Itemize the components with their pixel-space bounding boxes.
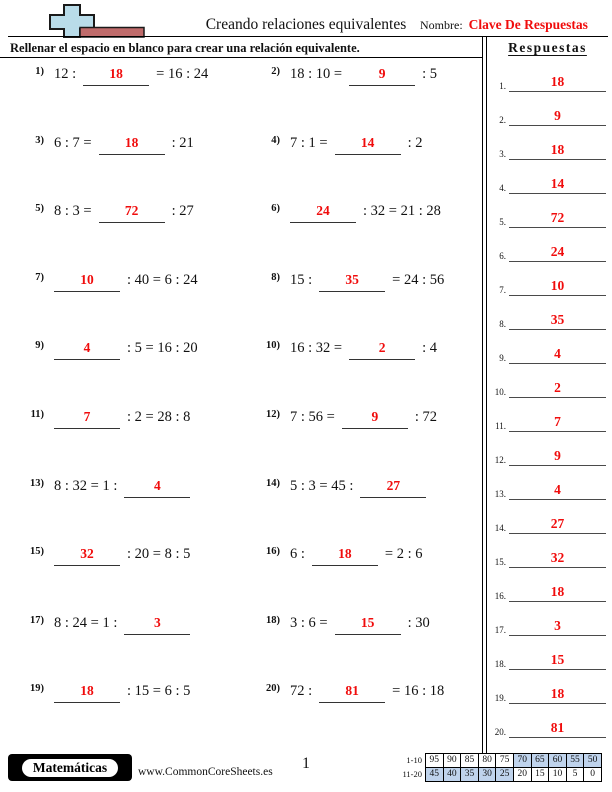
score-cell: 85	[460, 753, 479, 768]
answer-value: 4	[554, 346, 561, 361]
answer-row	[489, 670, 606, 704]
answer-row	[489, 296, 606, 330]
score-row-2	[392, 767, 602, 782]
answer-number: 11.	[495, 421, 506, 431]
problem-text	[290, 615, 430, 635]
matematicas-badge-label: Matemáticas	[22, 759, 118, 777]
answer-row	[489, 500, 606, 534]
blank-answer-value: 18	[338, 546, 352, 562]
answers-list	[489, 58, 606, 738]
score-cell: 80	[478, 753, 497, 768]
score-row-1-label: 1-10	[406, 755, 422, 765]
problem-text	[290, 203, 441, 223]
answer-row	[489, 126, 606, 160]
problem-text	[290, 546, 423, 566]
blank-answer-value: 9	[378, 66, 386, 81]
problem-row	[24, 403, 260, 472]
answer-row	[489, 568, 606, 602]
website-text: www.CommonCoreSheets.es	[138, 766, 273, 778]
answer-blank	[319, 683, 385, 703]
problem-number: 1)	[35, 66, 44, 77]
answer-number: 17.	[494, 625, 506, 635]
problem-text	[54, 478, 190, 498]
score-cell: 10	[548, 767, 567, 782]
problem-text	[54, 272, 198, 292]
score-cell: 35	[460, 767, 479, 782]
problem-number: 11)	[30, 408, 44, 420]
problem-number: 17)	[30, 614, 44, 626]
answer-line	[509, 482, 606, 500]
answer-blank	[54, 340, 120, 360]
problem-text	[290, 409, 437, 429]
answer-value: 10	[550, 278, 565, 293]
answer-value: 72	[550, 210, 565, 225]
problem-number: 4)	[271, 134, 280, 146]
problem-pre-text: 72 :	[290, 683, 313, 700]
problem-row	[260, 677, 486, 746]
blank-answer-value: 35	[345, 271, 359, 287]
problem-pre-text: 16 : 32 =	[290, 340, 343, 357]
answer-value: 35	[550, 312, 565, 327]
score-cell: 60	[548, 753, 567, 768]
answer-number: 15.	[494, 557, 506, 567]
problem-pre-text: 8 : 24 = 1 :	[54, 614, 118, 631]
problem-post-text: = 24 : 56	[392, 271, 445, 288]
answer-blank	[335, 615, 401, 635]
problem-text	[290, 66, 437, 86]
problem-pre-text: 8 : 32 = 1 :	[54, 477, 118, 494]
problem-text	[54, 135, 194, 155]
answer-line	[509, 584, 606, 602]
answer-row	[489, 534, 606, 568]
name-block	[420, 17, 588, 33]
answer-value: 7	[554, 414, 561, 429]
answer-row	[489, 466, 606, 500]
answer-value: 24	[550, 244, 565, 259]
blank-answer-value: 15	[360, 614, 375, 630]
answer-blank	[335, 135, 401, 155]
blank-answer-value: 9	[371, 408, 379, 424]
problem-number: 2)	[271, 66, 280, 77]
problem-text	[54, 546, 190, 566]
problem-number: 10)	[266, 340, 280, 352]
score-cell: 0	[583, 767, 602, 782]
problem-pre-text: 18 : 10 =	[290, 66, 343, 82]
answer-value: 2	[554, 380, 561, 395]
problem-text	[290, 272, 444, 292]
score-cell: 95	[425, 753, 444, 768]
answer-row	[489, 262, 606, 296]
answer-line	[509, 176, 606, 194]
score-cell: 5	[566, 767, 585, 782]
problem-number: 7)	[35, 271, 44, 283]
problem-text	[54, 683, 190, 703]
answer-value: 18	[550, 584, 565, 599]
problem-row	[260, 60, 486, 129]
answer-blank	[349, 340, 415, 360]
answer-value: 9	[554, 448, 561, 463]
blank-answer-value: 18	[80, 683, 94, 699]
blank-answer-value: 81	[345, 683, 359, 699]
blank-answer-value: 18	[109, 66, 123, 81]
score-cell: 65	[531, 753, 550, 768]
problem-text	[54, 203, 194, 223]
answer-number: 6.	[499, 251, 506, 261]
answer-number: 16.	[494, 591, 506, 601]
answer-line	[509, 686, 606, 704]
problem-pre-text: 7 : 56 =	[290, 408, 335, 425]
problem-row	[24, 609, 260, 678]
problem-text	[54, 66, 208, 86]
answer-blank	[290, 203, 356, 223]
problem-text	[290, 478, 426, 498]
problem-number: 13)	[30, 477, 44, 489]
blank-answer-value: 14	[360, 134, 375, 150]
score-cell: 75	[495, 753, 514, 768]
problem-row	[24, 677, 260, 746]
answer-row	[489, 398, 606, 432]
answer-number: 10.	[494, 387, 506, 397]
instruction-rule	[0, 57, 483, 58]
answer-value: 32	[550, 550, 565, 565]
problem-row	[260, 609, 486, 678]
answer-row	[489, 228, 606, 262]
problem-row	[24, 197, 260, 266]
answer-row	[489, 364, 606, 398]
answers-panel	[489, 40, 606, 738]
answer-row	[489, 330, 606, 364]
problem-post-text: : 21	[171, 134, 194, 151]
answer-number: 5.	[499, 217, 506, 227]
problem-text	[54, 615, 190, 635]
score-cell: 90	[443, 753, 462, 768]
problem-number: 6)	[271, 203, 280, 215]
problem-number: 18)	[266, 614, 280, 626]
answer-blank	[54, 546, 120, 566]
answers-panel-divider	[482, 37, 487, 753]
problem-row	[24, 472, 260, 541]
problem-post-text: : 20 = 8 : 5	[127, 546, 191, 563]
blank-answer-value: 18	[124, 134, 139, 150]
problem-number: 9)	[35, 340, 44, 352]
problem-post-text: : 30	[407, 614, 430, 631]
score-row-2-cells	[425, 767, 602, 782]
answer-number: 14.	[494, 523, 506, 533]
answer-line	[509, 618, 606, 636]
answer-blank	[83, 66, 149, 86]
problem-post-text: = 16 : 24	[156, 66, 209, 82]
answer-value: 14	[550, 176, 565, 191]
problem-text	[290, 135, 423, 155]
answer-line	[509, 720, 606, 738]
problem-number: 3)	[35, 134, 44, 146]
score-cell: 40	[443, 767, 462, 782]
answer-blank	[349, 66, 415, 86]
score-cell: 50	[583, 753, 602, 768]
answer-row	[489, 432, 606, 466]
problem-post-text: : 32 = 21 : 28	[363, 203, 441, 220]
answer-value: 4	[554, 482, 561, 497]
problem-post-text: : 4	[422, 340, 437, 357]
answer-blank	[312, 546, 378, 566]
problem-number: 19)	[30, 683, 44, 695]
answer-blank	[124, 478, 190, 498]
problems-grid	[0, 60, 506, 746]
answer-value: 18	[550, 142, 565, 157]
problem-post-text: : 15 = 6 : 5	[127, 683, 191, 700]
answer-line	[509, 516, 606, 534]
problem-text	[290, 340, 437, 360]
problem-row	[24, 266, 260, 335]
answer-row	[489, 58, 606, 92]
problem-post-text: = 16 : 18	[392, 683, 445, 700]
blank-answer-value: 7	[83, 408, 91, 424]
problem-post-text: : 2	[407, 134, 423, 151]
score-cell: 15	[531, 767, 550, 782]
problem-row	[260, 403, 486, 472]
problem-post-text: = 2 : 6	[384, 546, 423, 563]
problem-pre-text: 8 : 3 =	[54, 203, 92, 220]
blank-answer-value: 4	[154, 477, 161, 493]
answer-blank	[54, 683, 120, 703]
answer-line	[509, 210, 606, 228]
answer-line	[509, 312, 606, 330]
answer-blank	[342, 409, 408, 429]
answer-line	[509, 142, 606, 160]
problem-pre-text: 7 : 1 =	[290, 134, 328, 151]
problem-pre-text: 5 : 3 = 45 :	[290, 477, 354, 494]
score-table	[392, 753, 602, 782]
score-cell: 70	[513, 753, 532, 768]
problem-text	[54, 409, 190, 429]
problem-number: 8)	[271, 271, 280, 283]
answer-number: 18.	[494, 659, 506, 669]
answer-value: 3	[554, 618, 561, 633]
answer-row	[489, 602, 606, 636]
score-cell: 25	[495, 767, 514, 782]
problem-post-text: : 72	[414, 408, 437, 425]
problem-pre-text: 6 : 7 =	[54, 134, 92, 151]
answer-blank	[360, 478, 426, 498]
blank-answer-value: 2	[378, 340, 386, 356]
answer-value: 15	[550, 652, 565, 667]
answer-value: 81	[550, 720, 565, 735]
answer-line	[509, 244, 606, 262]
answer-row	[489, 92, 606, 126]
problem-number: 5)	[35, 203, 44, 215]
answer-number: 12.	[494, 455, 506, 465]
problem-number: 12)	[266, 408, 280, 420]
page-title: Creando relaciones equivalentes	[205, 16, 407, 33]
answer-line	[509, 346, 606, 364]
score-cell: 20	[513, 767, 532, 782]
problem-post-text: : 40 = 6 : 24	[127, 271, 198, 288]
matematicas-badge	[8, 754, 132, 781]
problem-number: 16)	[266, 546, 280, 558]
problem-row	[24, 129, 260, 198]
problem-number: 20)	[266, 683, 280, 695]
score-cell: 45	[425, 767, 444, 782]
problem-row	[24, 540, 260, 609]
answer-blank	[54, 409, 120, 429]
answer-line	[509, 550, 606, 568]
problem-text	[54, 340, 198, 360]
score-row-2-label: 11-20	[402, 769, 422, 779]
answer-number: 8.	[499, 319, 506, 329]
problem-post-text: : 5	[422, 66, 437, 82]
answer-line	[509, 652, 606, 670]
score-cell: 30	[478, 767, 497, 782]
name-value: Clave De Respuestas	[468, 17, 588, 32]
blank-answer-value: 32	[80, 546, 94, 562]
problem-post-text: : 27	[171, 203, 194, 220]
answer-line	[509, 74, 606, 92]
page-number: 1	[302, 755, 310, 772]
problem-row	[24, 60, 260, 129]
problem-number: 14)	[266, 477, 280, 489]
instruction-text: Rellenar el espacio en blanco para crear una relación equivalente.	[10, 41, 360, 55]
answer-blank	[99, 135, 165, 155]
problem-row	[260, 197, 486, 266]
blank-answer-value: 27	[386, 477, 401, 493]
answer-row	[489, 636, 606, 670]
problem-row	[260, 129, 486, 198]
answer-number: 13.	[494, 489, 506, 499]
answer-number: 19.	[494, 693, 506, 703]
answer-number: 9.	[499, 353, 506, 363]
answer-blank	[124, 615, 190, 635]
answer-row	[489, 160, 606, 194]
answer-value: 9	[554, 108, 561, 123]
problem-pre-text: 3 : 6 =	[290, 614, 328, 631]
answers-panel-title: Respuestas	[508, 40, 587, 55]
answer-value: 27	[550, 516, 565, 531]
problem-pre-text: 6 :	[290, 546, 305, 563]
blank-answer-value: 4	[83, 340, 91, 356]
answer-line	[509, 414, 606, 432]
blank-answer-value: 72	[124, 203, 139, 219]
answer-line	[509, 380, 606, 398]
problem-row	[260, 472, 486, 541]
problem-row	[24, 334, 260, 403]
blank-answer-value: 24	[316, 203, 330, 219]
answer-number: 3.	[499, 149, 506, 159]
score-row-1-cells	[425, 753, 602, 768]
answer-line	[509, 448, 606, 466]
problem-post-text: : 2 = 28 : 8	[127, 408, 191, 425]
answer-line	[509, 108, 606, 126]
blank-answer-value: 10	[80, 271, 94, 287]
answer-blank	[54, 272, 120, 292]
answer-blank	[319, 272, 385, 292]
answer-number: 20.	[494, 727, 506, 737]
problem-number: 15)	[30, 546, 44, 558]
problem-row	[260, 266, 486, 335]
answer-number: 7.	[499, 285, 506, 295]
answer-number: 4.	[499, 183, 506, 193]
answer-line	[509, 278, 606, 296]
problem-row	[260, 540, 486, 609]
answer-value: 18	[550, 74, 565, 89]
score-cell: 55	[566, 753, 585, 768]
problem-pre-text: 12 :	[54, 66, 77, 82]
answer-row	[489, 194, 606, 228]
blank-answer-value: 3	[154, 614, 161, 630]
answer-row	[489, 704, 606, 738]
problem-row	[260, 334, 486, 403]
score-row-1	[392, 753, 602, 768]
name-label: Nombre:	[420, 18, 463, 32]
answer-blank	[99, 203, 165, 223]
header-rule	[8, 36, 608, 37]
problem-post-text: : 5 = 16 : 20	[127, 340, 198, 357]
problem-pre-text: 15 :	[290, 271, 313, 288]
answer-number: 1.	[499, 81, 506, 91]
answer-number: 2.	[499, 115, 506, 125]
problem-text	[290, 683, 444, 703]
answer-value: 18	[550, 686, 565, 701]
